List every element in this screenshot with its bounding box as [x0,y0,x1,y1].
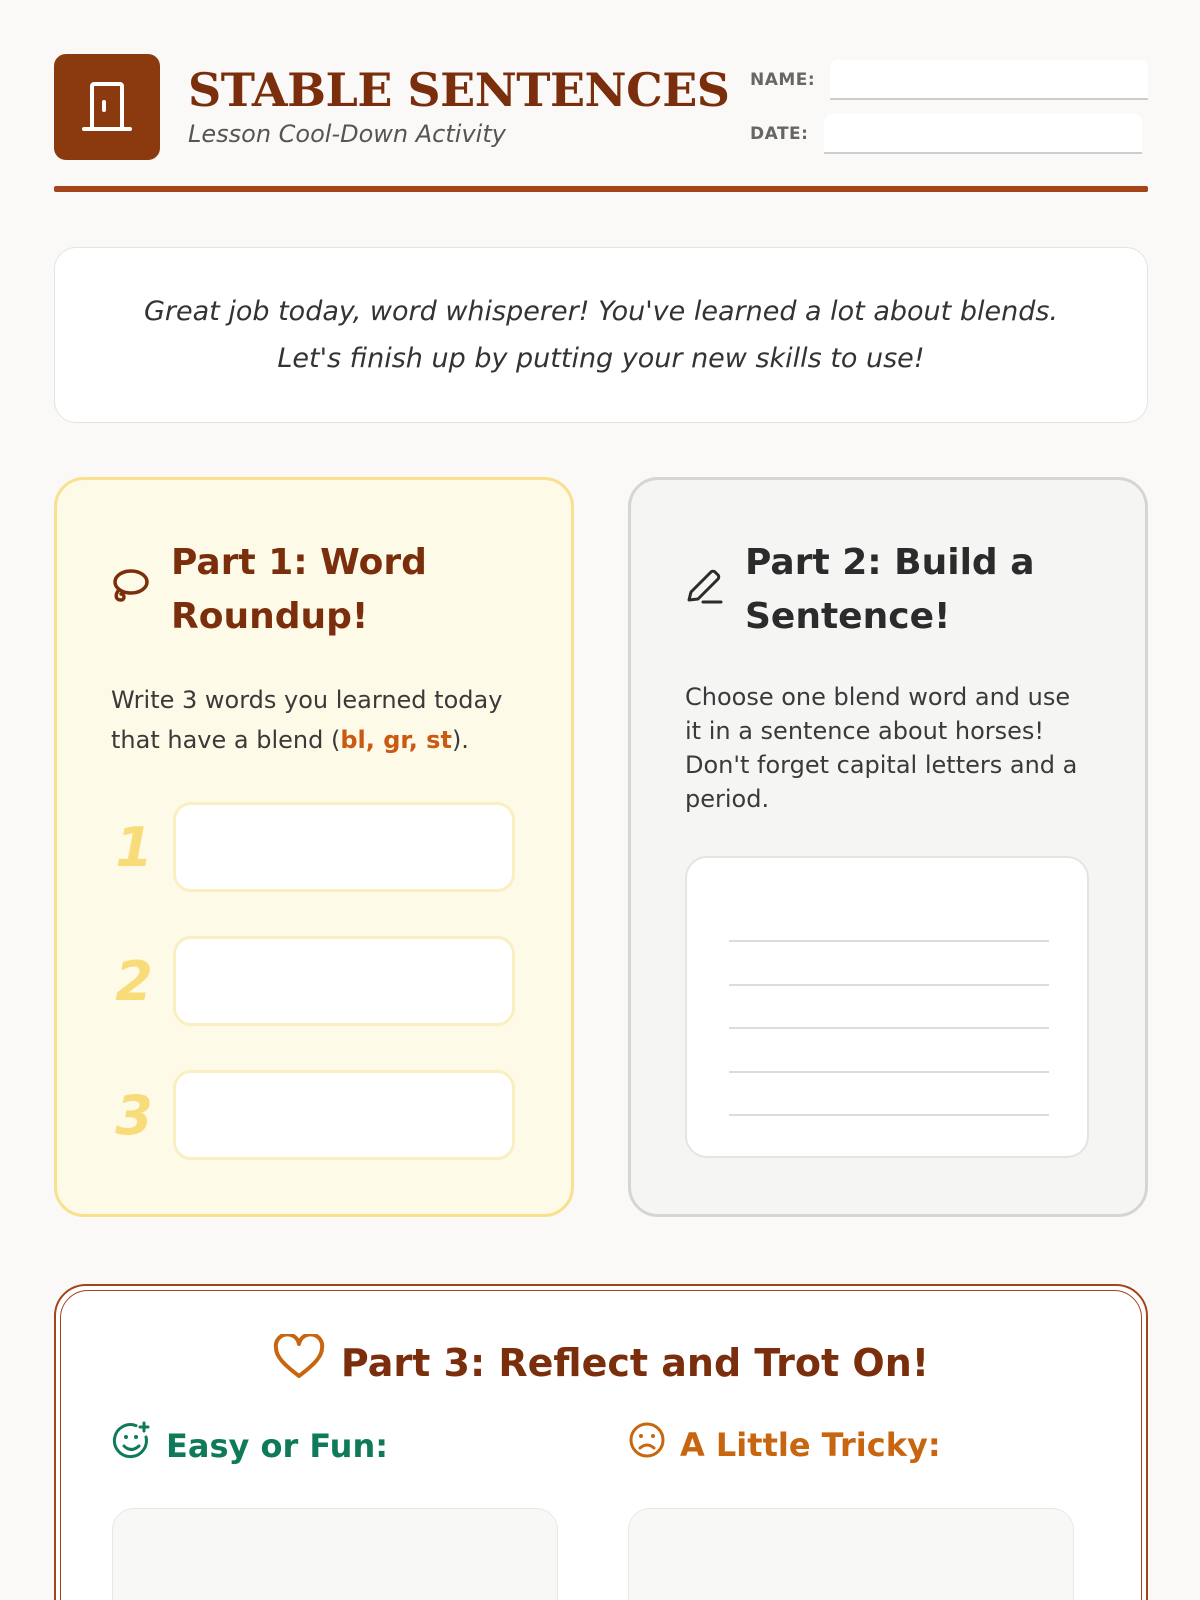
intro-box [54,247,1148,423]
tricky-label: A Little Tricky: [680,1426,941,1464]
word-input-2[interactable] [173,936,515,1026]
part2-card [628,477,1148,1217]
worksheet-header [54,54,1148,194]
easy-label: Easy or Fun: [166,1427,389,1465]
blend-list: bl, gr, st [340,726,452,754]
sentence-writing-area[interactable] [685,856,1089,1158]
door-icon [82,80,132,134]
easy-answer-box[interactable] [112,1508,558,1600]
part2-instruction: Choose one blend word and use it in a sentence about horses! Don't forget capital letters and a period. [685,683,1078,813]
header-divider [54,186,1148,192]
part1-title: Part 1: Word Roundup! [171,542,427,637]
part1-instruction: Write 3 words you learned today that have a blend (bl, gr, st). [111,686,503,754]
word-entry-2 [109,936,519,1026]
intro-text: Great job today, word whisperer! You've learned a lot about blends. Let's finish up by putting your new skills to use! [144,296,1058,374]
student-info [750,60,1148,168]
word-entry-3 [109,1070,519,1160]
word-entry-1 [109,802,519,892]
writing-line [729,1071,1049,1073]
logo [54,54,160,160]
word-number: 2 [115,950,153,1013]
part2-title: Part 2: Build a Sentence! [745,542,1035,637]
smile-plus-icon [112,1421,152,1469]
writing-line [729,984,1049,986]
part3-section [54,1284,1148,1600]
page-title: STABLE SENTENCES [188,63,730,117]
name-field[interactable] [830,60,1148,100]
heart-icon [273,1334,325,1389]
lasso-icon [109,566,151,612]
name-label: NAME: [750,70,816,90]
word-input-3[interactable] [173,1070,515,1160]
date-field[interactable] [824,114,1142,154]
writing-line [729,1027,1049,1029]
writing-line [729,940,1049,942]
word-number: 3 [115,1084,153,1147]
word-input-1[interactable] [173,802,515,892]
date-label: DATE: [750,124,809,144]
word-number: 1 [115,816,153,879]
part1-card [54,477,574,1217]
writing-line [729,1114,1049,1116]
page-subtitle: Lesson Cool-Down Activity [188,120,506,148]
pencil-icon [683,566,725,612]
frown-icon [628,1421,666,1467]
tricky-answer-box[interactable] [628,1508,1074,1600]
part3-title: Part 3: Reflect and Trot On! [340,1341,930,1385]
